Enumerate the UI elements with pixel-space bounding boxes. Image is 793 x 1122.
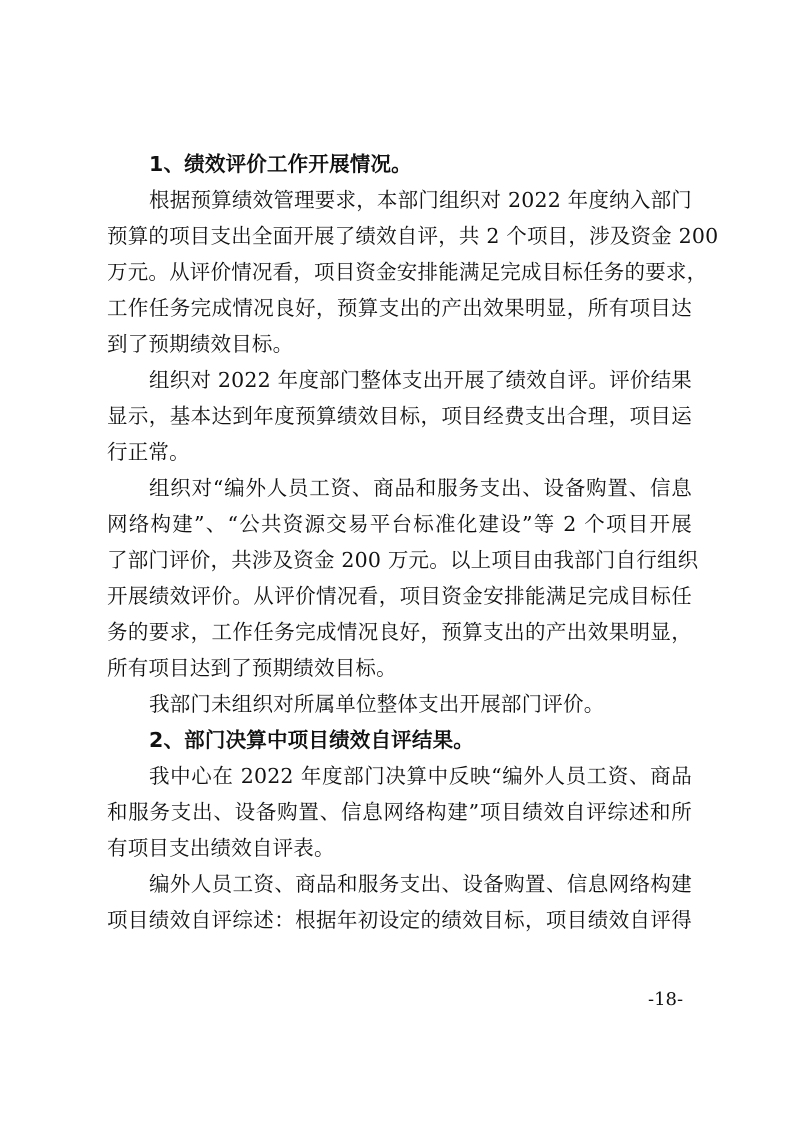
text-line: 和服务支出、设备购置、信息网络构建”项目绩效自评综述和所 xyxy=(107,800,692,824)
text-line: 有项目支出绩效自评表。 xyxy=(107,836,335,860)
paragraph xyxy=(107,362,692,470)
text-line: 万元。从评价情况看，项目资金安排能满足完成目标任务的要求， xyxy=(107,260,708,284)
page-number: -18- xyxy=(648,989,684,1010)
text-line: 了部门评价，共涉及资金 200 万元。以上项目由我部门自行组织 xyxy=(107,548,699,572)
text-line: 根据预算绩效管理要求，本部门组织对 2022 年度纳入部门 xyxy=(149,188,692,212)
text-line: 我部门未组织对所属单位整体支出开展部门评价。 xyxy=(149,692,605,716)
paragraph xyxy=(107,182,719,362)
text-line: 组织对“编外人员工资、商品和服务支出、设备购置、信息 xyxy=(149,476,692,500)
text-line: 预算的项目支出全面开展了绩效自评，共 2 个项目，涉及资金 200 xyxy=(107,224,719,248)
text-line: 编外人员工资、商品和服务支出、设备购置、信息网络构建 xyxy=(149,872,692,896)
paragraph xyxy=(107,470,699,686)
text-line: 组织对 2022 年度部门整体支出开展了绩效自评。评价结果 xyxy=(149,368,692,392)
text-line: 网络构建”、“公共资源交易平台标准化建设”等 2 个项目开展 xyxy=(107,512,692,536)
text-line: 开展绩效评价。从评价情况看，项目资金安排能满足完成目标任 xyxy=(107,584,692,608)
paragraph xyxy=(107,758,692,866)
text-line: 到了预期绩效目标。 xyxy=(107,332,294,356)
text-line: 工作任务完成情况良好，预算支出的产出效果明显，所有项目达 xyxy=(107,296,692,320)
section-heading: 1、绩效评价工作开展情况。 xyxy=(149,152,412,176)
text-line: 显示，基本达到年度预算绩效目标，项目经费支出合理，项目运 xyxy=(107,404,692,428)
text-line: 我中心在 2022 年度部门决算中反映“编外人员工资、商品 xyxy=(149,764,692,788)
text-line: 项目绩效自评综述：根据年初设定的绩效目标，项目绩效自评得 xyxy=(107,908,692,932)
text-line: 所有项目达到了预期绩效目标。 xyxy=(107,656,397,680)
section-heading: 2、部门决算中项目绩效自评结果。 xyxy=(149,728,474,752)
text-line: 行正常。 xyxy=(107,440,190,464)
paragraph xyxy=(107,686,692,722)
paragraph xyxy=(107,866,692,938)
text-line: 务的要求，工作任务完成情况良好，预算支出的产出效果明显， xyxy=(107,620,692,644)
document-body xyxy=(107,146,719,938)
